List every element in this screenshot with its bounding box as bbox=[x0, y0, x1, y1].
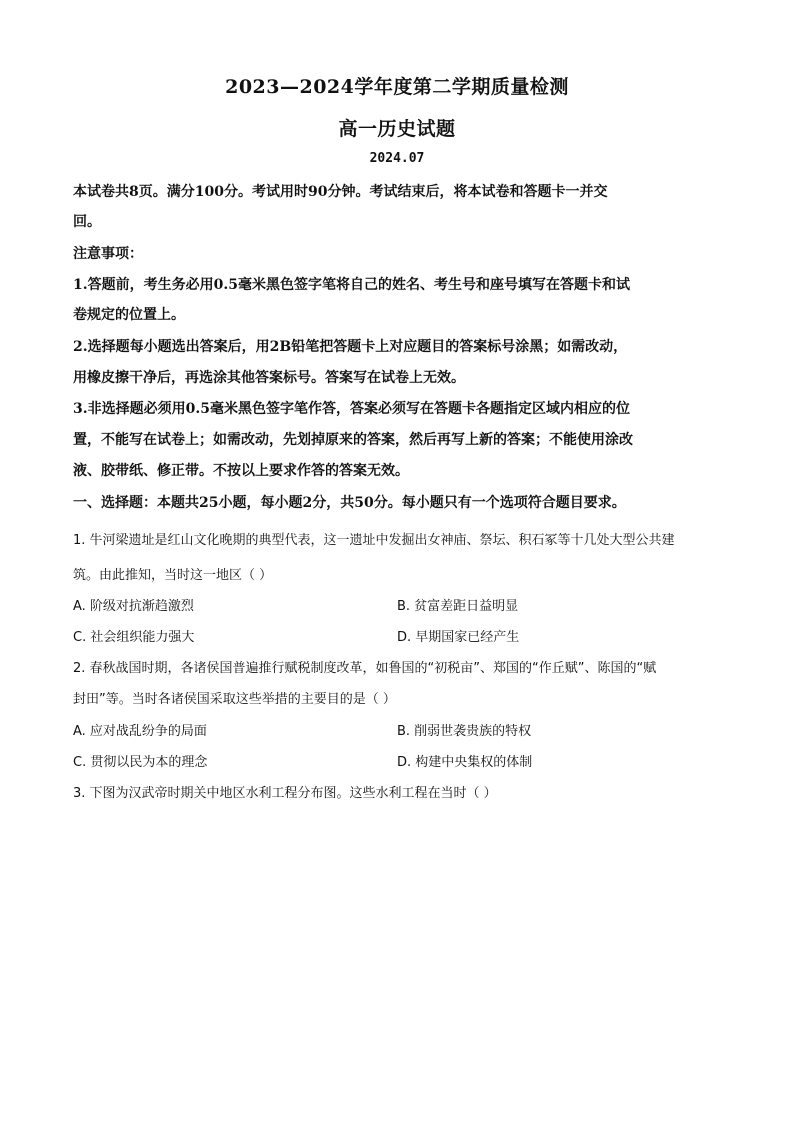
question-1-option-b: B. 贫富差距日益明显 bbox=[397, 599, 519, 614]
notice-item-3-line-1: 3.非选择题必须用0.5毫米黑色签字笔作答，答案必须写在答题卡各题指定区域内相应的位 bbox=[73, 401, 630, 417]
section-1-heading: 一、选择题：本题共25小题，每小题2分，共50分。每小题只有一个选项符合题目要求。 bbox=[73, 495, 626, 511]
notice-item-1-line-2: 卷规定的位置上。 bbox=[73, 307, 185, 323]
question-1-option-a: A. 阶级对抗渐趋激烈 bbox=[73, 599, 194, 614]
intro-line-2: 回。 bbox=[73, 214, 101, 230]
question-2-option-c: C. 贯彻以民为本的理念 bbox=[73, 755, 208, 770]
question-1-stem-line-2: 筑。由此推知，当时这一地区（ ） bbox=[73, 568, 273, 583]
question-1-option-d: D. 早期国家已经产生 bbox=[397, 630, 520, 645]
question-2-stem-line-2: 封田”等。当时各诸侯国采取这些举措的主要目的是（ ） bbox=[73, 692, 396, 707]
notice-item-1-line-1: 1.答题前，考生务必用0.5毫米黑色签字笔将自己的姓名、考生号和座号填写在答题卡和试 bbox=[73, 277, 630, 293]
intro-line-1: 本试卷共8页。满分100分。考试用时90分钟。考试结束后，将本试卷和答题卡一并交 bbox=[73, 184, 608, 200]
notice-item-2-line-2: 用橡皮擦干净后，再选涂其他答案标号。答案写在试卷上无效。 bbox=[73, 370, 465, 386]
question-2-stem-line-1: 2. 春秋战国时期，各诸侯国普遍推行赋税制度改革，如鲁国的“初税亩”、郑国的“作丘赋”、陈国的“赋 bbox=[73, 661, 657, 676]
notice-item-3-line-3: 液、胶带纸、修正带。不按以上要求作答的答案无效。 bbox=[73, 463, 409, 479]
question-2-option-a: A. 应对战乱纷争的局面 bbox=[73, 724, 207, 739]
question-3-stem-line-1: 3. 下图为汉武帝时期关中地区水利工程分布图。这些水利工程在当时（ ） bbox=[73, 786, 497, 801]
question-1-option-c: C. 社会组织能力强大 bbox=[73, 630, 195, 645]
question-2-option-b: B. 削弱世袭贵族的特权 bbox=[397, 724, 532, 739]
question-1-stem-line-1: 1. 牛河梁遗址是红山文化晚期的典型代表，这一遗址中发掘出女神庙、祭坛、积石冢等十几处大型公共建 bbox=[73, 533, 675, 548]
exam-date: 2024.07 bbox=[369, 151, 425, 166]
exam-title: 2023—2024学年度第二学期质量检测 bbox=[225, 76, 569, 98]
question-2-option-d: D. 构建中央集权的体制 bbox=[397, 755, 533, 770]
exam-subtitle: 高一历史试题 bbox=[338, 118, 456, 140]
notice-item-3-line-2: 置，不能写在试卷上；如需改动，先划掉原来的答案，然后再写上新的答案；不能使用涂改 bbox=[73, 432, 633, 448]
notice-item-2-line-1: 2.选择题每小题选出答案后，用2B铅笔把答题卡上对应题目的答案标号涂黑；如需改动， bbox=[73, 339, 628, 355]
notice-heading: 注意事项： bbox=[73, 246, 143, 262]
